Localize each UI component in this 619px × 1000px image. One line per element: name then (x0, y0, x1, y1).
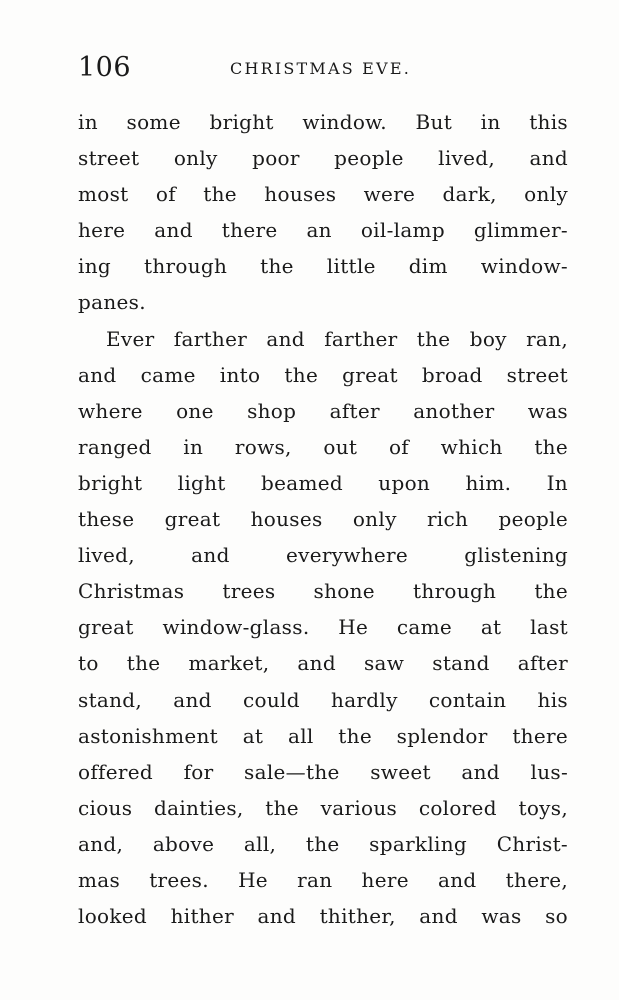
text-line: here and there an oil-lamp glimmer- (78, 218, 568, 243)
text-line: offered for sale—the sweet and lus- (78, 759, 568, 784)
text-line: Christmas trees shone through the (78, 579, 568, 604)
text-line: bright light beamed upon him. In (78, 470, 568, 495)
text-line: these great houses only rich people (78, 507, 568, 532)
text-line: lived, and everywhere glistening (78, 543, 568, 568)
text-line: ranged in rows, out of which the (78, 434, 568, 459)
page-header (78, 50, 568, 90)
text-line: street only poor people lived, and (78, 146, 568, 171)
text-line: and came into the great broad street (78, 362, 568, 387)
paragraph-start-line: Ever farther and farther the boy ran, (106, 326, 568, 351)
text-line: great window-glass. He came at last (78, 615, 568, 640)
text-line: and, above all, the sparkling Christ- (78, 831, 568, 856)
text-line: panes. (78, 290, 146, 315)
body-text (78, 104, 568, 934)
page-number: 106 (78, 52, 132, 83)
text-line: in some bright window. But in this (78, 110, 568, 134)
text-line: stand, and could hardly contain his (78, 687, 568, 712)
text-line: mas trees. He ran here and there, (78, 867, 568, 892)
text-line: to the market, and saw stand after (78, 651, 568, 676)
text-line: looked hither and thither, and was so (78, 904, 568, 929)
text-line: ing through the little dim window- (78, 254, 568, 279)
text-line: cious dainties, the various colored toys, (78, 795, 568, 820)
running-head: CHRISTMAS EVE. (230, 59, 411, 78)
text-line: most of the houses were dark, only (78, 182, 568, 207)
text-line: where one shop after another was (78, 398, 568, 423)
text-line: astonishment at all the splendor there (78, 723, 568, 748)
